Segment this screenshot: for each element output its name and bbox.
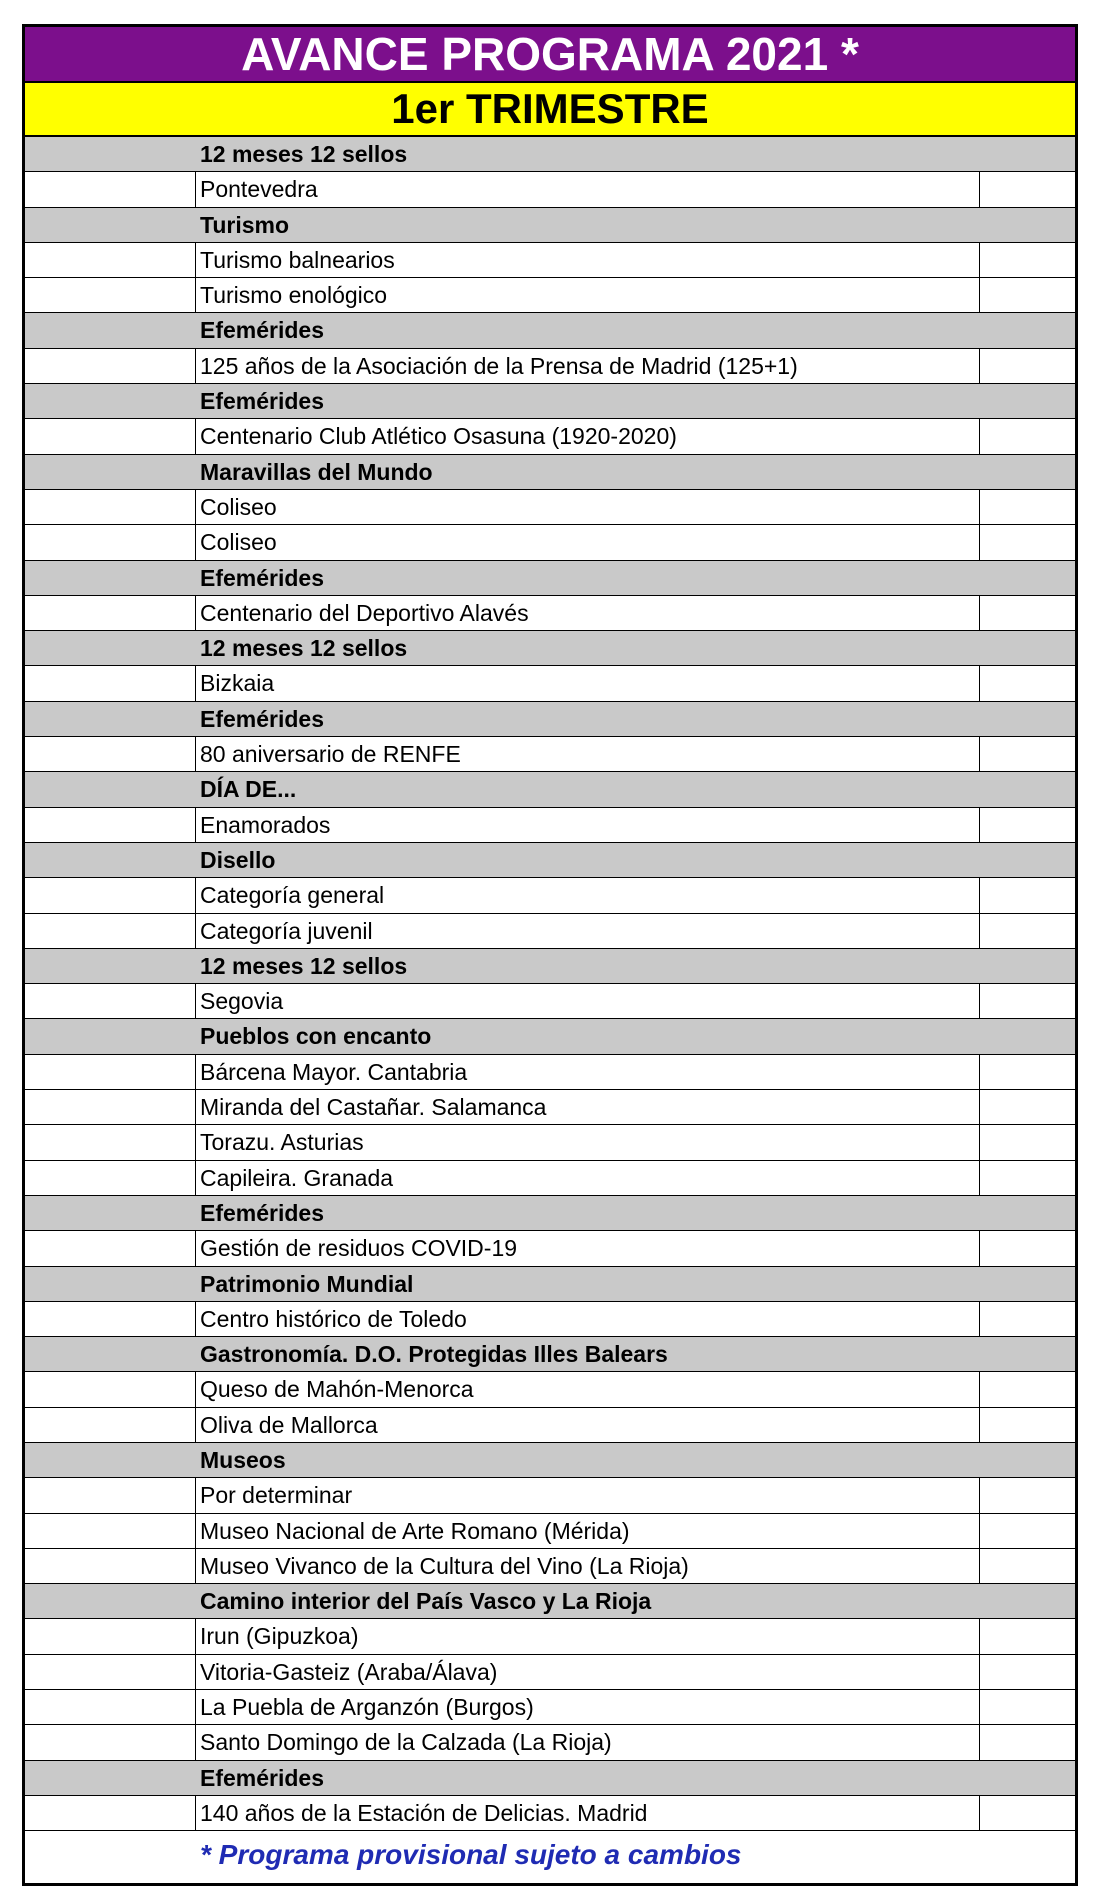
row-trailing-cell bbox=[980, 137, 1075, 171]
table-section-header bbox=[25, 1196, 1075, 1231]
row-trailing-cell bbox=[980, 1514, 1075, 1548]
row-empty-cell bbox=[25, 596, 196, 630]
row-empty-cell bbox=[25, 137, 196, 171]
row-empty-cell bbox=[25, 772, 196, 806]
table-section-header bbox=[25, 949, 1075, 984]
row-empty-cell bbox=[25, 1478, 196, 1512]
row-empty-cell bbox=[25, 1090, 196, 1124]
item-label: Santo Domingo de la Calzada (La Rioja) bbox=[196, 1725, 980, 1759]
table-section-header bbox=[25, 1267, 1075, 1302]
item-label: Enamorados bbox=[196, 808, 980, 842]
row-trailing-cell bbox=[980, 561, 1075, 595]
row-trailing-cell bbox=[980, 1055, 1075, 1089]
table-section-header bbox=[25, 702, 1075, 737]
row-trailing-cell bbox=[980, 1231, 1075, 1265]
row-trailing-cell bbox=[980, 1725, 1075, 1759]
row-empty-cell bbox=[25, 525, 196, 559]
row-empty-cell bbox=[25, 1584, 196, 1618]
row-empty-cell bbox=[25, 1337, 196, 1371]
table-row bbox=[25, 278, 1075, 313]
item-label: Museo Nacional de Arte Romano (Mérida) bbox=[196, 1514, 980, 1548]
table-row bbox=[25, 243, 1075, 278]
page-subtitle: 1er TRIMESTRE bbox=[25, 83, 1075, 137]
row-empty-cell bbox=[25, 1267, 196, 1301]
table-row bbox=[25, 666, 1075, 701]
item-label: Miranda del Castañar. Salamanca bbox=[196, 1090, 980, 1124]
row-empty-cell bbox=[25, 1125, 196, 1159]
row-empty-cell bbox=[25, 878, 196, 912]
row-trailing-cell bbox=[980, 1549, 1075, 1583]
row-empty-cell bbox=[25, 1796, 196, 1830]
table-row bbox=[25, 1514, 1075, 1549]
item-label: Categoría general bbox=[196, 878, 980, 912]
row-empty-cell bbox=[25, 313, 196, 347]
row-empty-cell bbox=[25, 455, 196, 489]
row-empty-cell bbox=[25, 1055, 196, 1089]
section-title: Gastronomía. D.O. Protegidas Illes Balears bbox=[200, 1341, 668, 1368]
row-trailing-cell bbox=[980, 1584, 1075, 1618]
table-row bbox=[25, 737, 1075, 772]
item-label: Oliva de Mallorca bbox=[196, 1408, 980, 1442]
row-empty-cell bbox=[25, 1231, 196, 1265]
row-trailing-cell bbox=[980, 1337, 1075, 1371]
table-section-header bbox=[25, 313, 1075, 348]
row-trailing-cell bbox=[980, 666, 1075, 700]
row-trailing-cell bbox=[980, 1619, 1075, 1653]
table-row bbox=[25, 878, 1075, 913]
row-empty-cell bbox=[25, 1761, 196, 1795]
item-label: Capileira. Granada bbox=[196, 1161, 980, 1195]
item-label: 125 años de la Asociación de la Prensa de Madrid (125+1) bbox=[196, 349, 980, 383]
row-empty-cell bbox=[25, 949, 196, 983]
item-label: Segovia bbox=[196, 984, 980, 1018]
row-trailing-cell bbox=[980, 631, 1075, 665]
table-section-header bbox=[25, 631, 1075, 666]
row-empty-cell bbox=[25, 737, 196, 771]
section-title: Patrimonio Mundial bbox=[200, 1270, 414, 1297]
section-title: 12 meses 12 sellos bbox=[200, 141, 408, 167]
table-row bbox=[25, 596, 1075, 631]
row-trailing-cell bbox=[980, 1372, 1075, 1406]
row-trailing-cell bbox=[980, 1796, 1075, 1830]
table-row bbox=[25, 1796, 1075, 1831]
row-empty-cell bbox=[25, 984, 196, 1018]
row-trailing-cell bbox=[980, 208, 1075, 242]
item-label: Gestión de residuos COVID-19 bbox=[196, 1231, 980, 1265]
row-trailing-cell bbox=[980, 455, 1075, 489]
table-row bbox=[25, 1655, 1075, 1690]
row-trailing-cell bbox=[980, 1302, 1075, 1336]
row-empty-cell bbox=[25, 631, 196, 665]
table-row bbox=[25, 1690, 1075, 1725]
row-empty-cell bbox=[25, 843, 196, 877]
table-row bbox=[25, 1161, 1075, 1196]
row-trailing-cell bbox=[980, 984, 1075, 1018]
table-section-header bbox=[25, 843, 1075, 878]
table-row bbox=[25, 349, 1075, 384]
row-empty-cell bbox=[25, 419, 196, 453]
item-label: Turismo balnearios bbox=[196, 243, 980, 277]
table-section-header bbox=[25, 137, 1075, 172]
row-empty-cell bbox=[25, 1161, 196, 1195]
item-label: Irun (Gipuzkoa) bbox=[196, 1619, 980, 1653]
table-row bbox=[25, 1549, 1075, 1584]
item-label: Vitoria-Gasteiz (Araba/Álava) bbox=[196, 1655, 980, 1689]
row-trailing-cell bbox=[980, 1125, 1075, 1159]
item-label: Centenario Club Atlético Osasuna (1920-2020) bbox=[196, 419, 980, 453]
row-trailing-cell bbox=[980, 702, 1075, 736]
item-label: Turismo enológico bbox=[196, 278, 980, 312]
section-title: Museos bbox=[200, 1446, 286, 1473]
row-trailing-cell bbox=[980, 349, 1075, 383]
item-label: Pontevedra bbox=[196, 172, 980, 206]
table-section-header bbox=[25, 384, 1075, 419]
row-trailing-cell bbox=[980, 1090, 1075, 1124]
row-empty-cell bbox=[25, 914, 196, 948]
table-row bbox=[25, 1055, 1075, 1090]
row-empty-cell bbox=[25, 1196, 196, 1230]
table-section-header bbox=[25, 1019, 1075, 1054]
row-trailing-cell bbox=[980, 490, 1075, 524]
table-row bbox=[25, 1372, 1075, 1407]
table-section-header bbox=[25, 1761, 1075, 1796]
table-section-header bbox=[25, 1337, 1075, 1372]
row-trailing-cell bbox=[980, 172, 1075, 206]
item-label: Coliseo bbox=[196, 490, 980, 524]
table-section-header bbox=[25, 1584, 1075, 1619]
table-row bbox=[25, 1125, 1075, 1160]
section-title: Efemérides bbox=[200, 1199, 325, 1226]
row-trailing-cell bbox=[980, 808, 1075, 842]
row-empty-cell bbox=[25, 243, 196, 277]
section-title: Efemérides bbox=[200, 388, 325, 415]
program-table bbox=[25, 137, 1075, 1831]
row-trailing-cell bbox=[980, 278, 1075, 312]
row-empty-cell bbox=[25, 1619, 196, 1653]
row-trailing-cell bbox=[980, 525, 1075, 559]
row-trailing-cell bbox=[980, 1443, 1075, 1477]
table-row bbox=[25, 1725, 1075, 1760]
table-row bbox=[25, 1619, 1075, 1654]
row-empty-cell bbox=[25, 384, 196, 418]
row-trailing-cell bbox=[980, 1690, 1075, 1724]
row-trailing-cell bbox=[980, 419, 1075, 453]
row-trailing-cell bbox=[980, 1267, 1075, 1301]
table-section-header bbox=[25, 208, 1075, 243]
row-empty-cell bbox=[25, 1302, 196, 1336]
item-label: La Puebla de Arganzón (Burgos) bbox=[196, 1690, 980, 1724]
row-empty-cell bbox=[25, 666, 196, 700]
table-section-header bbox=[25, 772, 1075, 807]
section-title: Turismo bbox=[200, 211, 290, 238]
row-trailing-cell bbox=[980, 384, 1075, 418]
row-empty-cell bbox=[25, 808, 196, 842]
row-empty-cell bbox=[25, 490, 196, 524]
row-trailing-cell bbox=[980, 843, 1075, 877]
item-label: Queso de Mahón-Menorca bbox=[196, 1372, 980, 1406]
row-trailing-cell bbox=[980, 243, 1075, 277]
table-row bbox=[25, 1090, 1075, 1125]
row-trailing-cell bbox=[980, 596, 1075, 630]
table-section-header bbox=[25, 1443, 1075, 1478]
row-trailing-cell bbox=[980, 1761, 1075, 1795]
item-label: Centenario del Deportivo Alavés bbox=[196, 596, 980, 630]
row-trailing-cell bbox=[980, 1019, 1075, 1053]
table-row bbox=[25, 1231, 1075, 1266]
table-row bbox=[25, 172, 1075, 207]
table-row bbox=[25, 984, 1075, 1019]
item-label: Coliseo bbox=[196, 525, 980, 559]
table-section-header bbox=[25, 455, 1075, 490]
section-title: Efemérides bbox=[200, 705, 325, 732]
row-trailing-cell bbox=[980, 878, 1075, 912]
item-label: Museo Vivanco de la Cultura del Vino (La Rioja) bbox=[196, 1549, 980, 1583]
row-trailing-cell bbox=[980, 914, 1075, 948]
row-trailing-cell bbox=[980, 737, 1075, 771]
table-row bbox=[25, 808, 1075, 843]
item-label: Categoría juvenil bbox=[196, 914, 980, 948]
table-row bbox=[25, 914, 1075, 949]
item-label: Por determinar bbox=[196, 1478, 980, 1512]
row-empty-cell bbox=[25, 172, 196, 206]
table-row bbox=[25, 490, 1075, 525]
row-empty-cell bbox=[25, 1408, 196, 1442]
row-empty-cell bbox=[25, 1655, 196, 1689]
row-trailing-cell bbox=[980, 1408, 1075, 1442]
table-row bbox=[25, 525, 1075, 560]
item-label: Bizkaia bbox=[196, 666, 980, 700]
row-trailing-cell bbox=[980, 949, 1075, 983]
section-title: 12 meses 12 sellos bbox=[200, 952, 408, 979]
row-trailing-cell bbox=[980, 772, 1075, 806]
row-empty-cell bbox=[25, 208, 196, 242]
row-empty-cell bbox=[25, 1549, 196, 1583]
row-empty-cell bbox=[25, 1690, 196, 1724]
table-row bbox=[25, 1478, 1075, 1513]
item-label: Centro histórico de Toledo bbox=[196, 1302, 980, 1336]
section-title: Maravillas del Mundo bbox=[200, 458, 433, 485]
item-label: 80 aniversario de RENFE bbox=[196, 737, 980, 771]
row-empty-cell bbox=[25, 1372, 196, 1406]
table-row bbox=[25, 1408, 1075, 1443]
row-empty-cell bbox=[25, 349, 196, 383]
table-row bbox=[25, 1302, 1075, 1337]
item-label: Bárcena Mayor. Cantabria bbox=[196, 1055, 980, 1089]
document-frame bbox=[22, 24, 1078, 1886]
row-empty-cell bbox=[25, 1019, 196, 1053]
row-empty-cell bbox=[25, 1725, 196, 1759]
row-empty-cell bbox=[25, 1514, 196, 1548]
row-empty-cell bbox=[25, 1443, 196, 1477]
row-trailing-cell bbox=[980, 313, 1075, 347]
row-empty-cell bbox=[25, 702, 196, 736]
page-title: AVANCE PROGRAMA 2021 * bbox=[25, 27, 1075, 83]
row-trailing-cell bbox=[980, 1655, 1075, 1689]
section-title: Disello bbox=[200, 846, 276, 873]
section-title: Efemérides bbox=[200, 317, 325, 344]
section-title: Efemérides bbox=[200, 564, 325, 591]
section-title: Camino interior del País Vasco y La Rioja bbox=[200, 1588, 652, 1615]
table-row bbox=[25, 419, 1075, 454]
row-trailing-cell bbox=[980, 1196, 1075, 1230]
row-empty-cell bbox=[25, 278, 196, 312]
item-label: 140 años de la Estación de Delicias. Madrid bbox=[196, 1796, 980, 1830]
row-trailing-cell bbox=[980, 1161, 1075, 1195]
section-title: Pueblos con encanto bbox=[200, 1023, 432, 1050]
section-title: Efemérides bbox=[200, 1764, 325, 1791]
footer-note: * Programa provisional sujeto a cambios bbox=[200, 1839, 742, 1870]
section-title: 12 meses 12 sellos bbox=[200, 635, 408, 662]
section-title: DÍA DE... bbox=[200, 776, 297, 803]
row-trailing-cell bbox=[980, 1478, 1075, 1512]
item-label: Torazu. Asturias bbox=[196, 1125, 980, 1159]
table-section-header bbox=[25, 561, 1075, 596]
row-empty-cell bbox=[25, 561, 196, 595]
